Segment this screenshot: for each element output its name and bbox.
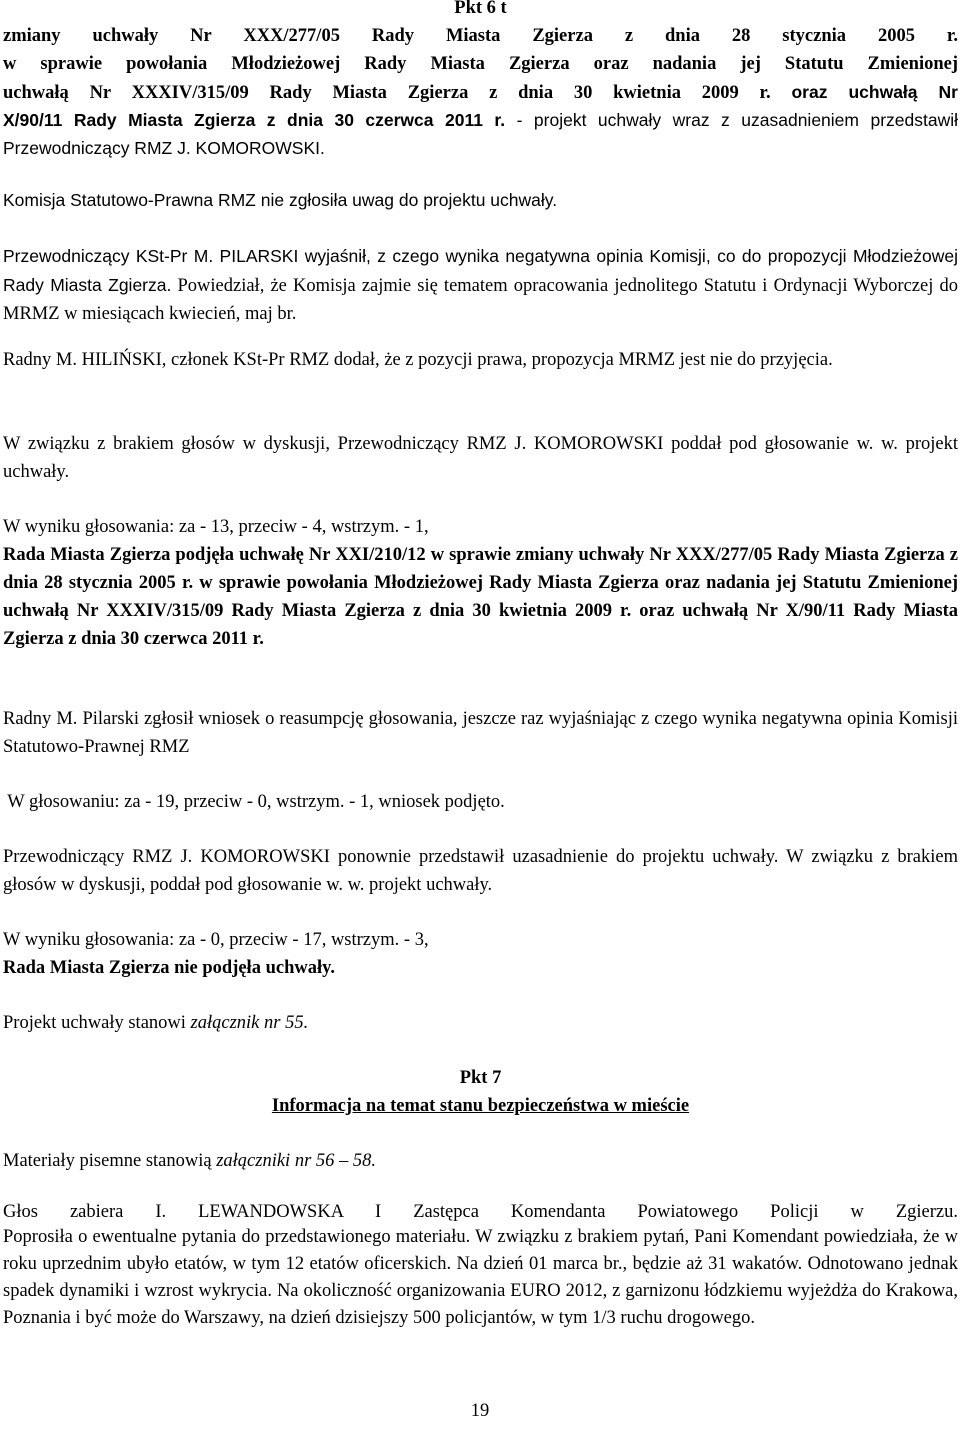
vote1-line: W wyniku głosowania: za - 13, przeciw - 4, wstrzym. - 1,	[3, 517, 429, 537]
pkt6-title-line3	[3, 78, 958, 107]
vote2-line: W głosowaniu: za - 19, przeciw - 0, wstrzym. - 1, wniosek podjęto.	[3, 792, 505, 812]
lewandowska-line1: Głos zabiera I. LEWANDOWSKA I Zastępca Komendanta Powiatowego Policji w Zgierzu.	[3, 1202, 958, 1222]
hilinski-paragraph: Radny M. HILIŃSKI, członek KSt-Pr RMZ dodał, że z pozycji prawa, propozycja MRMZ jest nie do przyjęcia.	[3, 350, 833, 370]
decision2-line: Rada Miasta Zgierza nie podjęła uchwały.	[3, 958, 335, 978]
materialy-line	[3, 1147, 958, 1175]
pilarski-part1: Przewodniczący KSt-Pr M. PILARSKI wyjaśnił, z czego wynika negatywna opinia Komisji, co do propozycji Młodzieżowej Rady Miasta Zgierza.	[3, 246, 958, 295]
pkt6-title-line4: X/90/11 Rady Miasta Zgierza z dnia 30 czerwca 2011 r.	[3, 110, 506, 130]
w-zwiazku-paragraph: W związku z brakiem głosów w dyskusji, Przewodniczący RMZ J. KOMOROWSKI poddał pod głosowanie w. w. projekt uchwały.	[3, 434, 958, 482]
pilarski-paragraph	[3, 242, 958, 328]
pkt6-heading: Pkt 6 t	[454, 0, 507, 18]
pkt6-title-line3-sans: oraz uchwałą Nr	[791, 82, 958, 102]
ponownie-paragraph: Przewodniczący RMZ J. KOMOROWSKI ponownie przedstawił uzasadnienie do projektu uchwały. W związku z brakiem głosów w dyskusji, poddał pod głosowanie w. w. projekt uchwały.	[3, 847, 958, 895]
lewandowska-paragraph: Poprosiła o ewentualne pytania do przedstawionego materiału. W związku z brakiem pytań, Pani Komendant powiedziała, że w roku uprzednim ubyło etatów, w tym 12 etatów oficerskich. Na dzień 01 marca br., będzie aż 31 wakatów. Odnotowano jednak spadek dynamiki i wzrost wykrycia. Na okoliczność organizowania EURO 2012, z garnizonu łódzkiemu wyjeżdża do Krakowa, Poznania i być może do Warszawy, na dzień dzisiejszy 500 policjantów, w tym 1/3 ruchu drogowego.	[3, 1227, 958, 1328]
zalacznik-prefix: Projekt uchwały stanowi	[3, 1013, 191, 1033]
zalacznik-line	[3, 1009, 958, 1037]
page-number: 19	[470, 1401, 490, 1421]
pkt6-intro-rest: - projekt uchwały wraz z uzasadnieniem przedstawił Przewodniczący RMZ J. KOMOROWSKI.	[3, 110, 958, 158]
pkt6-title-line2: w sprawie powołania Młodzieżowej Rady Miasta Zgierza oraz nadania jej Statutu Zmienionej	[3, 54, 958, 74]
pilarski-part2: Powiedział, że Komisja zajmie się tematem opracowania jednolitego Statutu i Ordynacji Wyborczej do MRMZ w miesiącach kwiecień, maj br.	[3, 276, 958, 324]
pkt6-intro-paragraph	[3, 106, 958, 162]
pkt6-title-line3-serif: uchwałą Nr XXXIV/315/09 Rady Miasta Zgierza z dnia 30 kwietnia 2009 r.	[3, 83, 792, 103]
zalacznik-ref: załącznik nr 55.	[190, 1013, 309, 1033]
komisja-paragraph: Komisja Statutowo-Prawna RMZ nie zgłosiła uwag do projektu uchwały.	[3, 190, 558, 210]
decision1-paragraph: Rada Miasta Zgierza podjęła uchwałę Nr XXI/210/12 w sprawie zmiany uchwały Nr XXX/277/05 Rady Miasta Zgierza z dnia 28 stycznia 2005 r. w sprawie powołania Młodzieżowej Rady Miasta Zgierza oraz nadania jej Statutu Zmienionej uchwałą Nr XXXIV/315/09 Rady Miasta Zgierza z dnia 30 kwietnia 2009 r. oraz uchwałą Nr X/90/11 Rady Miasta Zgierza z dnia 30 czerwca 2011 r.	[3, 545, 958, 649]
materialy-prefix: Materiały pisemne stanowią	[3, 1151, 217, 1171]
pkt7-title	[3, 1092, 958, 1120]
pkt6-title-line1: zmiany uchwały Nr XXX/277/05 Rady Miasta Zgierza z dnia 28 stycznia 2005 r.	[3, 26, 958, 46]
reasumpcja-paragraph: Radny M. Pilarski zgłosił wniosek o reasumpcję głosowania, jeszcze raz wyjaśniając z czego wynika negatywna opinia Komisji Statutowo-Prawnej RMZ	[3, 709, 958, 757]
vote3-line: W wyniku głosowania: za - 0, przeciw - 17, wstrzym. - 3,	[3, 930, 429, 950]
pkt7-heading: Pkt 7	[459, 1068, 502, 1088]
materialy-ref: załączniki nr 56 – 58.	[216, 1151, 377, 1171]
pkt7-title-text: Informacja na temat stanu bezpieczeństwa w mieście	[271, 1096, 690, 1116]
